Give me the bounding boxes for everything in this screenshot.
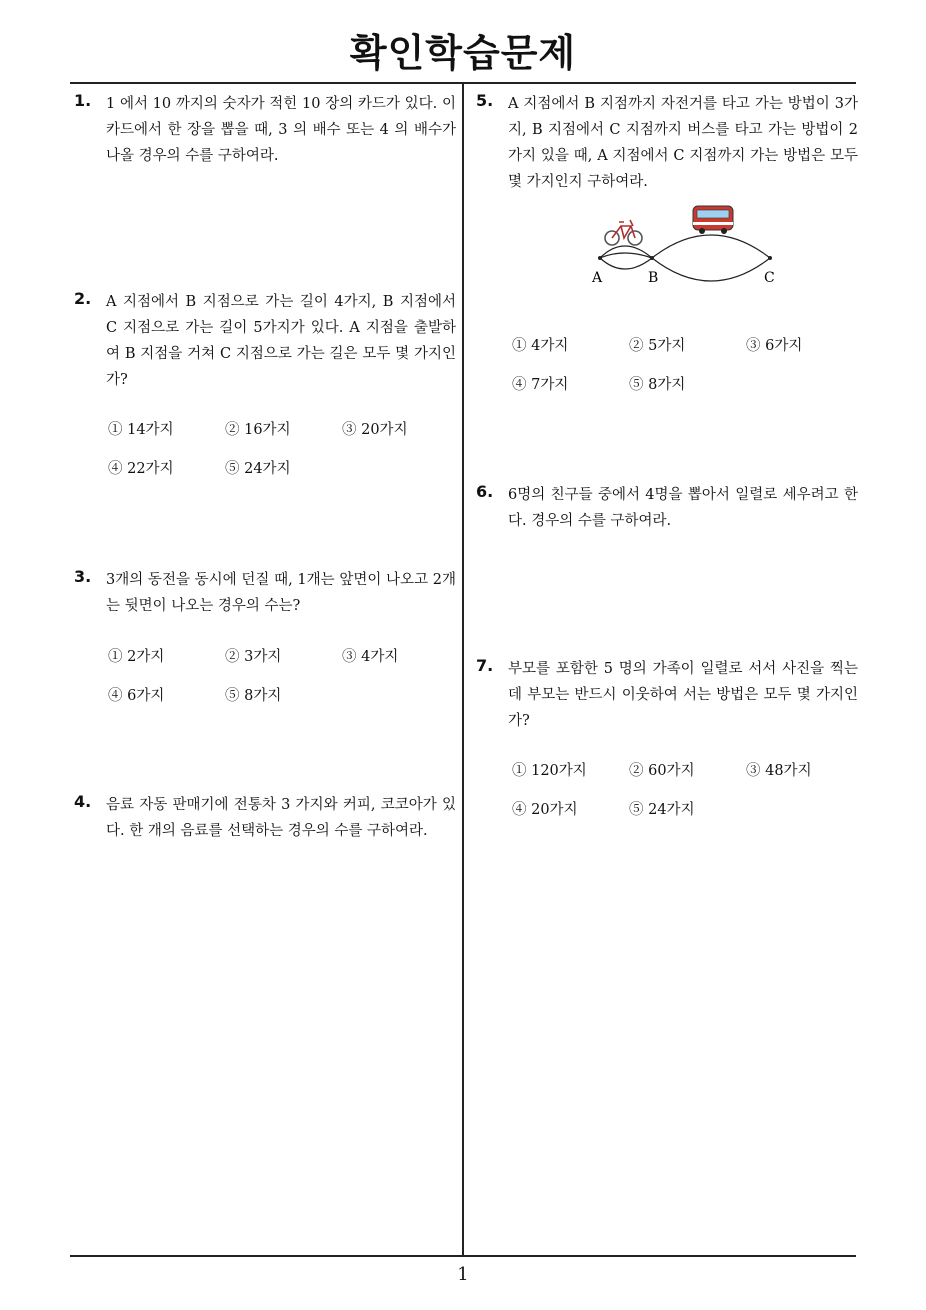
choice-3[interactable]: ③ 4가지 [342, 649, 399, 665]
bicycle-icon [605, 220, 642, 245]
question-number: 1. [74, 91, 92, 110]
question-text: 3개의 동전을 동시에 던질 때, 1개는 앞면이 나오고 2개는 뒷면이 나오는 경우의 수는? [106, 572, 456, 614]
question-6 [476, 482, 858, 534]
question-text: A 지점에서 B 지점까지 자전거를 타고 가는 방법이 3가지, B 지점에서 C 지점까지 버스를 타고 가는 방법이 2가지 있을 때, A 지점에서 C 지점까지 가는 방법은 모두 몇 가지인지 구하여라. [508, 96, 858, 190]
choice-3[interactable]: ③ 20가지 [342, 422, 408, 438]
point-b [650, 256, 654, 260]
choice-3[interactable]: ③ 6가지 [746, 338, 803, 354]
question-4 [74, 792, 456, 844]
question-text: 6명의 친구들 중에서 4명을 뽑아서 일렬로 세우려고 한다. 경우의 수를 구하여라. [508, 487, 858, 529]
question-7 [476, 656, 858, 734]
choice-5[interactable]: ⑤ 8가지 [225, 688, 282, 704]
point-c [768, 256, 772, 260]
choice-2[interactable]: ② 5가지 [629, 338, 686, 354]
route-diagram [590, 200, 790, 295]
choice-5[interactable]: ⑤ 8가지 [629, 377, 686, 393]
bus-icon [693, 206, 733, 234]
route-lines [600, 235, 770, 281]
label-a: A [592, 270, 603, 286]
choice-2[interactable]: ② 3가지 [225, 649, 282, 665]
question-number: 6. [476, 482, 494, 501]
question-3 [74, 567, 456, 619]
choice-5[interactable]: ⑤ 24가지 [225, 461, 291, 477]
choice-4[interactable]: ④ 20가지 [512, 802, 578, 818]
choice-1[interactable]: ① 120가지 [512, 763, 587, 779]
question-number: 3. [74, 567, 92, 586]
question-number: 4. [74, 792, 92, 811]
question-text: 1 에서 10 까지의 숫자가 적힌 10 장의 카드가 있다. 이 카드에서 한 장을 뽑을 때, 3 의 배수 또는 4 의 배수가 나올 경우의 수를 구하여라. [106, 96, 456, 164]
choice-1[interactable]: ① 14가지 [108, 422, 174, 438]
choice-3[interactable]: ③ 48가지 [746, 763, 812, 779]
question-5 [476, 91, 858, 195]
question-1 [74, 91, 456, 169]
question-text: A 지점에서 B 지점으로 가는 길이 4가지, B 지점에서 C 지점으로 가는 길이 5가지가 있다. A 지점을 출발하여 B 지점을 거쳐 C 지점으로 가는 길은 모두 몇 가지인가? [106, 294, 456, 388]
choice-1[interactable]: ① 4가지 [512, 338, 569, 354]
column-divider [462, 82, 464, 1257]
page-title: 확인학습문제 [349, 31, 577, 75]
choice-4[interactable]: ④ 22가지 [108, 461, 174, 477]
label-c: C [764, 270, 775, 286]
choice-2[interactable]: ② 16가지 [225, 422, 291, 438]
choice-5[interactable]: ⑤ 24가지 [629, 802, 695, 818]
page-number: 1 [457, 1264, 469, 1285]
footer-divider [70, 1255, 856, 1257]
question-number: 2. [74, 289, 92, 308]
choice-2[interactable]: ② 60가지 [629, 763, 695, 779]
choice-4[interactable]: ④ 7가지 [512, 377, 569, 393]
choice-4[interactable]: ④ 6가지 [108, 688, 165, 704]
question-number: 5. [476, 91, 494, 110]
point-a [598, 256, 602, 260]
question-text: 음료 자동 판매기에 전통차 3 가지와 커피, 코코아가 있다. 한 개의 음료를 선택하는 경우의 수를 구하여라. [106, 797, 456, 839]
question-number: 7. [476, 656, 494, 675]
question-2 [74, 289, 456, 393]
question-text: 부모를 포함한 5 명의 가족이 일렬로 서서 사진을 찍는데 부모는 반드시 이웃하여 서는 방법은 모두 몇 가지인가? [508, 661, 858, 729]
label-b: B [648, 270, 659, 286]
choice-1[interactable]: ① 2가지 [108, 649, 165, 665]
